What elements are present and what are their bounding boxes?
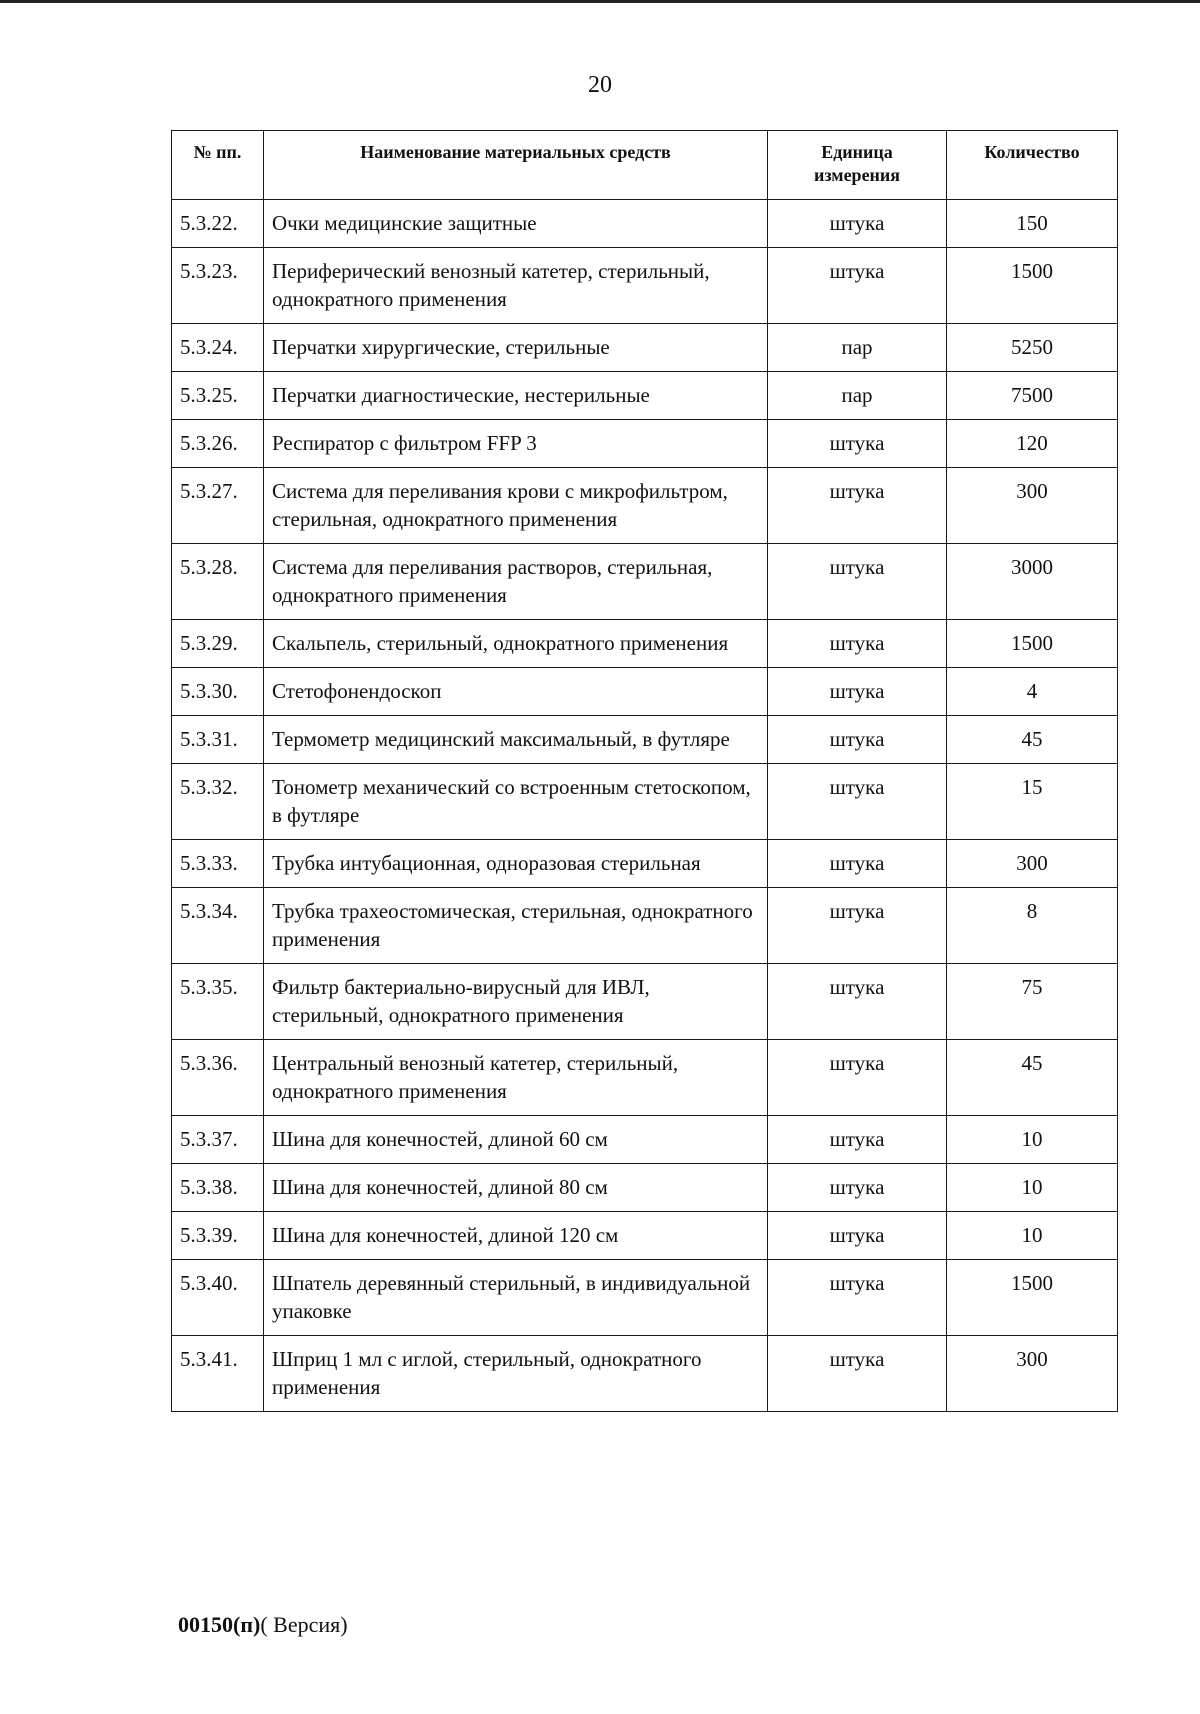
table-row xyxy=(172,840,1118,888)
row-number: 5.3.33. xyxy=(172,840,264,888)
row-unit: штука xyxy=(768,716,947,764)
row-item-name: Трубка интубационная, одноразовая стерильная xyxy=(264,840,768,888)
table-row xyxy=(172,1116,1118,1164)
table-row xyxy=(172,668,1118,716)
row-unit: штука xyxy=(768,620,947,668)
row-unit: штука xyxy=(768,1260,947,1336)
row-quantity: 10 xyxy=(947,1116,1118,1164)
row-unit: штука xyxy=(768,1164,947,1212)
row-quantity: 75 xyxy=(947,964,1118,1040)
row-item-name: Система для переливания крови с микрофильтром, стерильная, однократного применения xyxy=(264,468,768,544)
row-quantity: 15 xyxy=(947,764,1118,840)
row-quantity: 7500 xyxy=(947,372,1118,420)
row-number: 5.3.40. xyxy=(172,1260,264,1336)
row-item-name: Перчатки диагностические, нестерильные xyxy=(264,372,768,420)
row-quantity: 3000 xyxy=(947,544,1118,620)
header-number: № пп. xyxy=(172,131,264,200)
row-unit: штука xyxy=(768,1116,947,1164)
row-number: 5.3.25. xyxy=(172,372,264,420)
table-row xyxy=(172,544,1118,620)
table-header-row xyxy=(172,131,1118,200)
row-item-name: Центральный венозный катетер, стерильный, однократного применения xyxy=(264,1040,768,1116)
materials-table xyxy=(171,130,1118,1412)
row-item-name: Респиратор с фильтром FFP 3 xyxy=(264,420,768,468)
top-border-rule xyxy=(0,0,1200,3)
table-row xyxy=(172,888,1118,964)
row-quantity: 300 xyxy=(947,468,1118,544)
document-code: 00150(п) xyxy=(178,1612,261,1637)
document-version: ( Версия) xyxy=(260,1612,348,1637)
header-unit: Единица измерения xyxy=(768,131,947,200)
row-quantity: 8 xyxy=(947,888,1118,964)
row-quantity: 1500 xyxy=(947,1260,1118,1336)
row-unit: штука xyxy=(768,200,947,248)
table-body xyxy=(172,200,1118,1412)
table-row xyxy=(172,716,1118,764)
page-number: 20 xyxy=(588,72,612,98)
row-item-name: Очки медицинские защитные xyxy=(264,200,768,248)
row-number: 5.3.24. xyxy=(172,324,264,372)
table-row xyxy=(172,1040,1118,1116)
row-number: 5.3.39. xyxy=(172,1212,264,1260)
header-name: Наименование материальных средств xyxy=(264,131,768,200)
row-quantity: 1500 xyxy=(947,620,1118,668)
row-unit: штука xyxy=(768,420,947,468)
row-number: 5.3.27. xyxy=(172,468,264,544)
row-quantity: 4 xyxy=(947,668,1118,716)
row-number: 5.3.29. xyxy=(172,620,264,668)
table-row xyxy=(172,764,1118,840)
row-number: 5.3.26. xyxy=(172,420,264,468)
row-unit: штука xyxy=(768,964,947,1040)
table-row xyxy=(172,1260,1118,1336)
row-quantity: 10 xyxy=(947,1212,1118,1260)
row-item-name: Тонометр механический со встроенным стетоскопом, в футляре xyxy=(264,764,768,840)
row-item-name: Шприц 1 мл с иглой, стерильный, однократного применения xyxy=(264,1336,768,1412)
row-quantity: 120 xyxy=(947,420,1118,468)
row-quantity: 150 xyxy=(947,200,1118,248)
table-row xyxy=(172,200,1118,248)
row-item-name: Шпатель деревянный стерильный, в индивидуальной упаковке xyxy=(264,1260,768,1336)
row-unit: штука xyxy=(768,888,947,964)
table-row xyxy=(172,468,1118,544)
row-item-name: Термометр медицинский максимальный, в футляре xyxy=(264,716,768,764)
row-quantity: 300 xyxy=(947,1336,1118,1412)
row-unit: штука xyxy=(768,1040,947,1116)
row-quantity: 1500 xyxy=(947,248,1118,324)
document-footer xyxy=(178,1612,348,1638)
row-number: 5.3.28. xyxy=(172,544,264,620)
row-item-name: Трубка трахеостомическая, стерильная, однократного применения xyxy=(264,888,768,964)
table-row xyxy=(172,964,1118,1040)
row-number: 5.3.38. xyxy=(172,1164,264,1212)
table-row xyxy=(172,1336,1118,1412)
row-number: 5.3.34. xyxy=(172,888,264,964)
row-number: 5.3.35. xyxy=(172,964,264,1040)
row-quantity: 45 xyxy=(947,1040,1118,1116)
row-number: 5.3.23. xyxy=(172,248,264,324)
row-quantity: 10 xyxy=(947,1164,1118,1212)
row-item-name: Фильтр бактериально-вирусный для ИВЛ, стерильный, однократного применения xyxy=(264,964,768,1040)
row-number: 5.3.41. xyxy=(172,1336,264,1412)
table-row xyxy=(172,372,1118,420)
row-number: 5.3.22. xyxy=(172,200,264,248)
row-unit: штука xyxy=(768,764,947,840)
row-unit: пар xyxy=(768,372,947,420)
row-item-name: Перчатки хирургические, стерильные xyxy=(264,324,768,372)
row-item-name: Шина для конечностей, длиной 60 см xyxy=(264,1116,768,1164)
row-unit: штука xyxy=(768,468,947,544)
row-item-name: Шина для конечностей, длиной 80 см xyxy=(264,1164,768,1212)
header-quantity: Количество xyxy=(947,131,1118,200)
table-row xyxy=(172,324,1118,372)
row-number: 5.3.30. xyxy=(172,668,264,716)
row-unit: штука xyxy=(768,668,947,716)
row-item-name: Шина для конечностей, длиной 120 см xyxy=(264,1212,768,1260)
row-number: 5.3.31. xyxy=(172,716,264,764)
table-row xyxy=(172,1212,1118,1260)
table-row xyxy=(172,420,1118,468)
row-unit: штука xyxy=(768,1212,947,1260)
row-unit: штука xyxy=(768,1336,947,1412)
table-row xyxy=(172,620,1118,668)
row-unit: пар xyxy=(768,324,947,372)
row-number: 5.3.32. xyxy=(172,764,264,840)
row-unit: штука xyxy=(768,840,947,888)
row-quantity: 300 xyxy=(947,840,1118,888)
row-item-name: Скальпель, стерильный, однократного применения xyxy=(264,620,768,668)
row-number: 5.3.36. xyxy=(172,1040,264,1116)
table-row xyxy=(172,1164,1118,1212)
row-quantity: 45 xyxy=(947,716,1118,764)
table-row xyxy=(172,248,1118,324)
row-item-name: Система для переливания растворов, стерильная, однократного применения xyxy=(264,544,768,620)
row-unit: штука xyxy=(768,544,947,620)
row-item-name: Стетофонендоскоп xyxy=(264,668,768,716)
row-unit: штука xyxy=(768,248,947,324)
row-item-name: Периферический венозный катетер, стерильный, однократного применения xyxy=(264,248,768,324)
row-quantity: 5250 xyxy=(947,324,1118,372)
table-header xyxy=(172,131,1118,200)
row-number: 5.3.37. xyxy=(172,1116,264,1164)
